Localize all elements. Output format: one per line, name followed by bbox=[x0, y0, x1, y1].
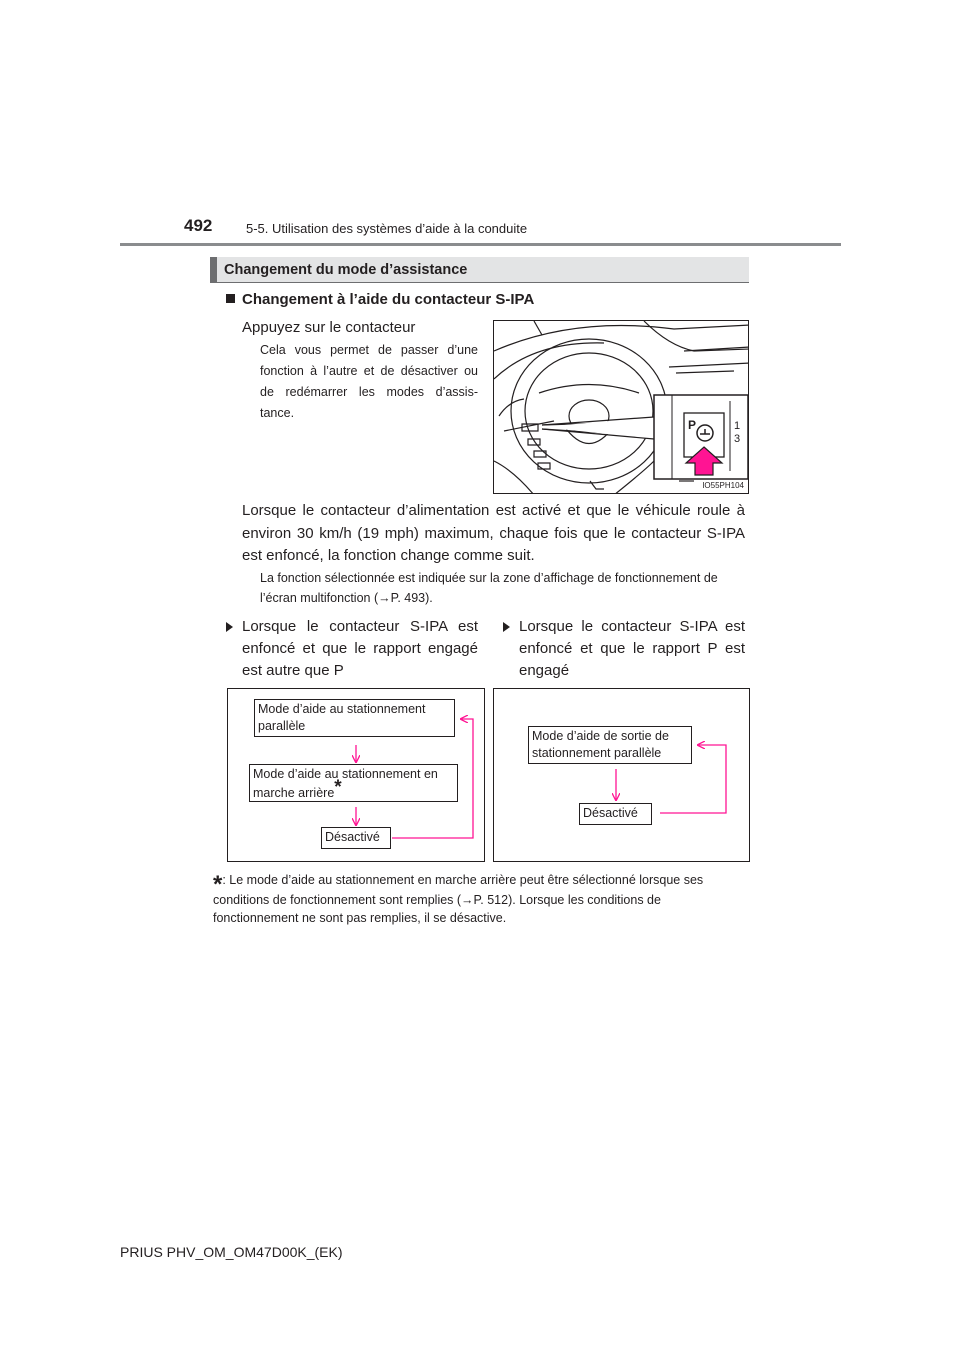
page-number: 492 bbox=[184, 216, 213, 235]
mode-box-parallel-parking: Mode d’aide au stationnement parallèle bbox=[254, 699, 455, 737]
case-left bbox=[226, 616, 478, 682]
right-diagram-arrows bbox=[494, 689, 751, 863]
body-note: La fonction sélectionnée est indiquée sur la zone d’affichage de fonctionnement de l’écran multifonction (→P. 493). bbox=[260, 571, 718, 605]
header-rule bbox=[120, 243, 841, 246]
subheading bbox=[226, 291, 534, 308]
mode-box-reverse-parking-text: Mode d’aide au stationnement en marche arrière bbox=[253, 767, 438, 800]
instruction-note: Cela vous permet de passer d’une fonction à l’autre et de désactiver ou de redémarrer les modes d’assis-tance. bbox=[260, 343, 478, 420]
mode-box-exit-parking: Mode d’aide de sortie de stationnement parallèle bbox=[528, 726, 692, 764]
heading-underline bbox=[210, 282, 749, 283]
dashboard-drawing bbox=[494, 321, 749, 494]
case-left-text: Lorsque le contacteur S-IPA est enfoncé et que le rapport engagé est autre que P bbox=[242, 618, 478, 679]
footnote-mark: * bbox=[213, 871, 223, 898]
footer-document-code: PRIUS PHV_OM_OM47D00K_(EK) bbox=[120, 1244, 343, 1260]
mode-diagram-left bbox=[227, 688, 485, 862]
mode-diagram-right bbox=[493, 688, 750, 862]
svg-text:3: 3 bbox=[734, 433, 741, 445]
section-title: 5-5. Utilisation des systèmes d’aide à la conduite bbox=[246, 221, 528, 236]
mode-box-disabled: Désactivé bbox=[321, 827, 391, 849]
triangle-bullet-icon bbox=[503, 622, 510, 632]
instruction-text: Appuyez sur le contacteur bbox=[242, 319, 416, 336]
triangle-bullet-icon bbox=[226, 622, 233, 632]
square-bullet-icon bbox=[226, 294, 235, 303]
illustration-code: IO55PH104 bbox=[702, 481, 744, 490]
svg-text:1: 1 bbox=[734, 420, 741, 432]
footnote-text: : Le mode d’aide au stationnement en marche arrière peut être sélectionné lorsque ses conditions de fonctionnement sont remplies (→P. 512). Lorsque les conditions de fonctionnement ne sont pas remplies, il se désactive. bbox=[213, 873, 704, 925]
footnote bbox=[213, 872, 745, 927]
section-heading: Changement du mode d’assistance bbox=[224, 262, 468, 278]
case-right-text: Lorsque le contacteur S-IPA est enfoncé et que le rapport P est engagé bbox=[519, 618, 745, 679]
subheading-text: Changement à l’aide du contacteur S-IPA bbox=[242, 291, 535, 308]
dashboard-illustration bbox=[493, 320, 749, 494]
case-right bbox=[503, 616, 745, 682]
mode-box-disabled-right: Désactivé bbox=[579, 803, 652, 825]
switch-letter: P bbox=[688, 418, 697, 432]
body-paragraph: Lorsque le contacteur d’alimentation est activé et que le véhicule roule à environ 30 km/h (19 mph) maximum, chaque fois que le contacteur S-IPA est enfoncé, la fonction change comme suit. bbox=[242, 502, 745, 564]
mode-box-reverse-parking bbox=[249, 764, 458, 802]
heading-marker bbox=[210, 257, 217, 283]
asterisk-mark: * bbox=[334, 777, 342, 798]
